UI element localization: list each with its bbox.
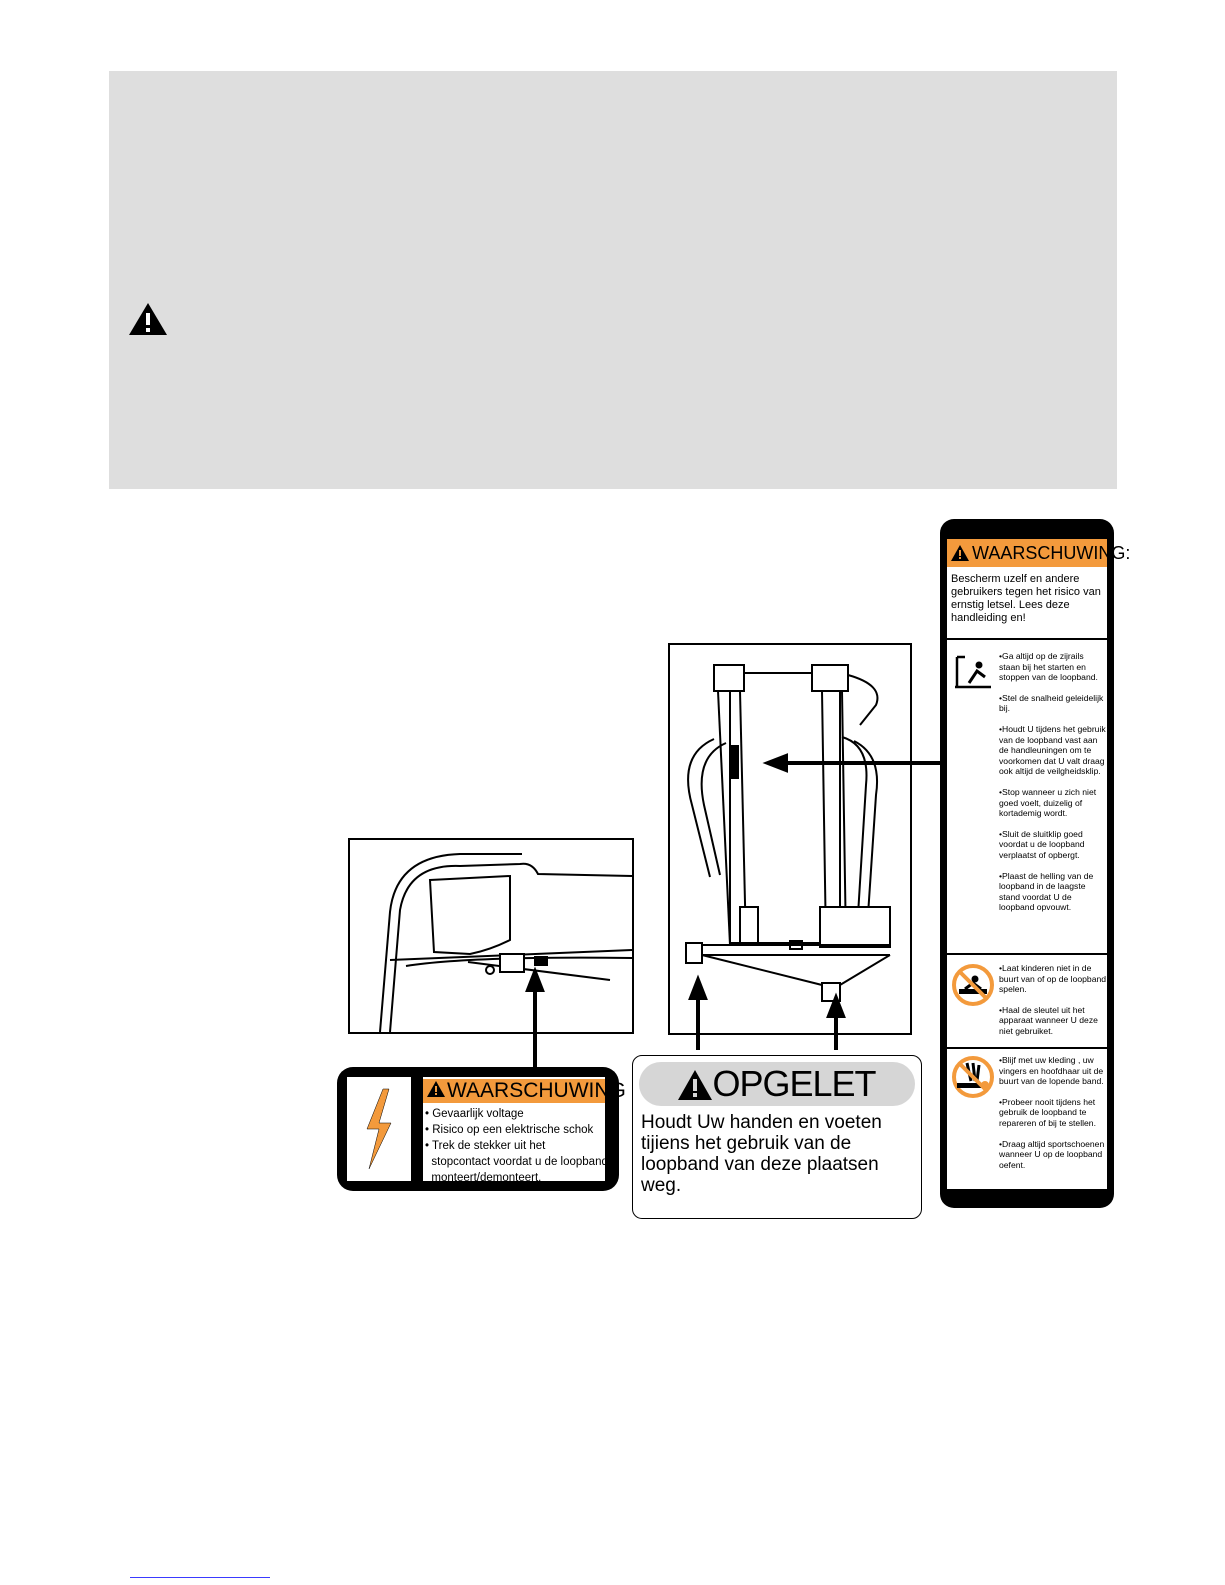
list-item: • Gevaarlijk voltage [425, 1108, 524, 1120]
divider [947, 1047, 1107, 1049]
electrical-label-title [423, 1079, 626, 1103]
list-item: •Stel de snalheid geleidelijk bij. [999, 692, 1104, 714]
list-item: stopcontact voordat u de loopband [425, 1156, 608, 1168]
label-divider [411, 1077, 423, 1181]
safety-label-intro: Bescherm uzelf en andere gebruikers tegen het risico van ernstig letsel. Lees deze handleiding en! [951, 573, 1101, 624]
warning-triangle-icon [427, 1081, 445, 1097]
safety-warning-label [940, 519, 1131, 1208]
caution-label-title [639, 1062, 915, 1106]
list-item: •Blijf met uw kleding , uw vingers en hoofdhaar uit de buurt van de lopende band. [999, 1055, 1104, 1087]
safety-label-title-text: WAARSCHUWING: [972, 543, 1131, 563]
list-item: •Ga altijd op de zijrails staan bij het starten en stoppen van de loopband. [999, 651, 1098, 683]
list-item: •Sluit de sluitklip goed voordat u de loopband verplaatst of opbergt. [999, 828, 1085, 860]
list-item: •Houdt U tijdens het gebruik van de loopband vast aan de handleuningen om te voorkomen dat U valt draag ook altijd de veilgheidsklip. [999, 723, 1106, 777]
divider [947, 953, 1107, 955]
warning-triangle-icon [678, 1070, 712, 1100]
safety-group-1 [999, 651, 1107, 923]
electrical-label-title-text: WAARSCHUWING [447, 1079, 626, 1102]
caution-label [632, 1055, 922, 1219]
list-item: •Probeer nooit tijdens het gebruik de loopband te repareren of bij te stellen. [999, 1096, 1096, 1128]
safety-label-title [947, 539, 1131, 567]
no-children-icon [951, 963, 995, 1007]
caution-label-body: Houdt Uw handen en voeten tijiens het gebruik van de loopband van deze plaatsen weg. [641, 1112, 882, 1196]
electrical-warning-label [337, 1067, 626, 1191]
list-item: monteert/demonteert. [425, 1172, 542, 1184]
safety-group-2 [999, 963, 1107, 1047]
lightning-bolt-icon [347, 1077, 411, 1181]
caution-label-title-text: OPGELET [712, 1063, 876, 1104]
list-item: •Laat kinderen niet in de buurt van of op de loopband spelen. [999, 963, 1107, 995]
list-item: •Stop wanneer u zich niet goed voelt, duizelig of kortademig wordt. [999, 786, 1097, 819]
list-item: •Plaast de helling van de loopband in de laagste stand voordat U de loopband opvouwt. [999, 870, 1094, 913]
list-item: • Trek de stekker uit het [425, 1140, 546, 1152]
list-item: •Haal de sleutel uit het apparaat wanneer U deze niet gebruiket. [999, 1004, 1098, 1036]
safety-group-3 [999, 1055, 1107, 1180]
electrical-label-list [425, 1106, 608, 1186]
list-item: • Risico op een elektrische schok [425, 1124, 594, 1136]
divider [947, 638, 1107, 640]
pinch-hazard-icon [951, 1055, 995, 1099]
fall-hazard-icon [951, 649, 995, 693]
list-item: •Draag altijd sportschoenen wanneer U op de loopband oefent. [999, 1138, 1105, 1170]
footer-link-underline[interactable] [130, 1577, 270, 1578]
warning-triangle-icon [951, 545, 969, 561]
